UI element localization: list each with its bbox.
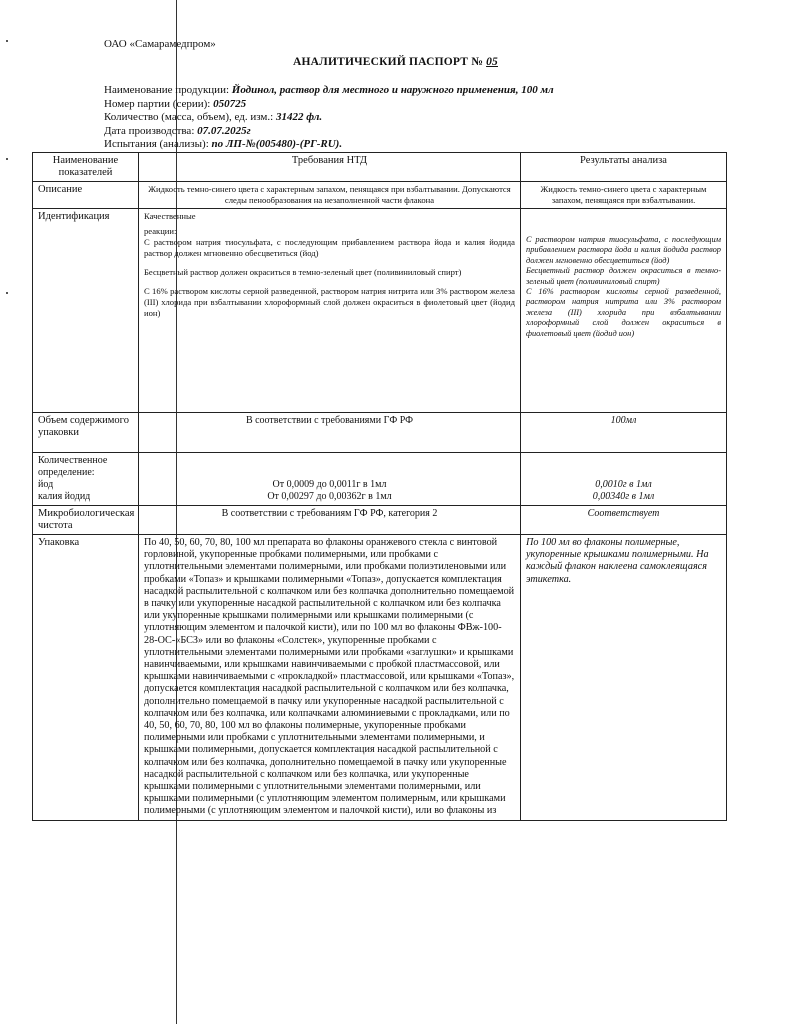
meta-batch [104, 98, 554, 112]
row-requirement: Жидкость темно-синего цвета с характерным запахом, пенящаяся при взбалтывании. Допускаются следы пенообразования на незаполненной части флакона [139, 182, 521, 209]
meta-product [104, 84, 554, 98]
quant-ki-res: 0,00340г в 1мл [592, 491, 655, 502]
row-result [521, 453, 727, 506]
table-row-volume [33, 413, 727, 453]
title-prefix: АНАЛИТИЧЕСКИЙ ПАСПОРТ № [293, 56, 483, 68]
quant-iodine-req: От 0,0009 до 0,0011г в 1мл [272, 479, 387, 490]
table-row-description [33, 182, 727, 209]
row-result: 100мл [521, 413, 727, 453]
req-paragraph-1: С раствором натрия тиосульфата, с последующим прибавлением раствора йода и калия йодида раствор должен мгновенно обесцветиться (йод) [144, 237, 515, 258]
analysis-table [32, 152, 727, 821]
scan-speck [6, 292, 8, 294]
quant-ki-req: От 0,00297 до 0,00362г в 1мл [267, 491, 392, 502]
row-requirement [139, 209, 521, 413]
row-result: Жидкость темно-синего цвета с характерным запахом, пенящаяся при взбалтывании. [521, 182, 727, 209]
row-result: По 100 мл во флаконы полимерные, укупоренные крышками полимерными. На каждый флакон наклеена самоклеящаяся этикетка. [521, 535, 727, 821]
meta-product-value: Йодинол, раствор для местного и наружного применения, 100 мл [231, 84, 554, 96]
table-row-microbiology [33, 506, 727, 535]
table-row-identification [33, 209, 727, 413]
res-paragraph-1: С раствором натрия тиосульфата, с последующим прибавлением раствора йода и калия йодида раствор должен мгновенно обесцветиться (йод) [526, 235, 721, 265]
res-paragraph-2: Бесцветный раствор должен окраситься в темно-зеленый цвет (поливиниловый спирт) [526, 266, 721, 286]
header-requirements: Требования НТД [139, 153, 521, 182]
scan-speck [6, 40, 8, 42]
table-header-row [33, 153, 727, 182]
header-results: Результаты анализа [521, 153, 727, 182]
row-name: Идентификация [33, 209, 139, 413]
meta-batch-value: 050725 [213, 97, 247, 110]
req-paragraph-2: Бесцветный раствор должен окраситься в темно-зеленый цвет (поливиниловый спирт) [144, 267, 462, 277]
organization-name: ОАО «Самарамедпром» [104, 38, 216, 50]
row-requirement [139, 453, 521, 506]
row-result: Соответствует [521, 506, 727, 535]
document-title [0, 56, 791, 68]
table-row-packing [33, 535, 727, 821]
quant-iodine-res: 0,0010г в 1мл [595, 479, 652, 490]
req-paragraph-3: С 16% раствором кислоты серной разведенной, раствором натрия нитрита или 3% раствором железа (III) хлорида при взбалтывании хлороформный слой должен окраситься в фиолетовый цвет (йодид ион) [144, 286, 515, 318]
row-name: Микробиологическая чистота [33, 506, 139, 535]
row-name [33, 453, 139, 506]
table-row-quantitative [33, 453, 727, 506]
req-intro: Качественные [144, 211, 196, 221]
meta-date [104, 125, 554, 139]
meta-tests-label: Испытания (анализы): [104, 138, 209, 151]
quant-iodine-label: йод [38, 479, 54, 490]
meta-quantity-value: 31422 фл. [275, 111, 323, 124]
product-meta [104, 84, 554, 152]
row-result [521, 209, 727, 413]
meta-quantity [104, 111, 554, 125]
row-name: Описание [33, 182, 139, 209]
quant-ki-label: калия йодид [38, 491, 91, 502]
scan-speck [6, 158, 8, 160]
row-name: Упаковка [33, 535, 139, 821]
meta-quantity-label: Количество (масса, объем), ед. изм.: [104, 111, 274, 124]
meta-tests-value: по ЛП-№(005480)-(РГ-RU). [211, 138, 343, 151]
passport-number: 05 [486, 56, 498, 68]
quant-title: Количественное определение: [38, 455, 108, 478]
header-indicator-name: Наименование показателей [33, 153, 139, 182]
row-requirement: В соответствии с требованиям ГФ РФ, категория 2 [139, 506, 521, 535]
meta-date-value: 07.07.2025г [197, 124, 251, 137]
row-name: Объем содержимого упаковки [33, 413, 139, 453]
row-requirement: В соответствии с требованиями ГФ РФ [139, 413, 521, 453]
meta-batch-label: Номер партии (серии): [104, 97, 211, 110]
req-reactions: реакции: [144, 226, 177, 236]
meta-date-label: Дата производства: [104, 124, 195, 137]
row-requirement: По 40, 50, 60, 70, 80, 100 мл препарата во флаконы оранжевого стекла с винтовой горловиной, укупоренные пробками полимерными, или пробками с уплотнительными элементами полимерными, или пробками полиэтиленовыми или пробками «Топаз» и крышками полимерными «Топаз», допускается комплектация насадкой распылительной с колпачком или без колпачка дополнительно помещаемой в пачку или укупоренные насадкой распылительной с колпачком или без колпачка или укупоренные крышками полимерными или крышками полимерными (с уплотняющим элементом и палочкой кисти), или по 100 мл во флаконы ФВж-100-28-ОС-«БСЗ» или во флаконы «Солстек», укупоренные пробками с уплотнительными элементами полимерными или пробками «заглушки» и крышками навинчиваемыми, или крышками навинчиваемыми с пробкой пластмассовой, или крышками навинчиваемыми с «прокладкой» пластмассовой, или крышками «Топаз», допускается комплектация насадкой распылительной с колпачком или без колпачка, дополнительно помещаемой в пачку или укупоренные насадкой распылительной с колпачком или без колпачка, или колпачками алюминиевыми с прокладками, или по 40, 50, 60, 70, 80, 100 мл во флаконы полимерные, укупоренные пробками полимерными или пробками с уплотнительными элементами полимерными, и крышками полимерными, допускается комплектация насадкой распылительной с колпачком или без колпачка, дополнительно помещаемой в пачку или укупоренные насадкой распылительной с колпачком или без колпачка, или укупоренные крышками полимерными с уплотнительными элементами полимерными, или крышками полимерными (с уплотняющим элементом полимерным, или крышками полимерными (с уплотняющим элементом и палочкой кисти), или во флаконы из [139, 535, 521, 821]
meta-tests [104, 138, 554, 152]
meta-product-label: Наименование продукции: [104, 84, 230, 96]
res-paragraph-3: С 16% раствором кислоты серной разведенной, раствором натрия нитрита или 3% раствором железа (III) хлорида при взбалтывании хлороформный слой должен окраситься в фиолетовый цвет (йодид ион) [526, 287, 721, 338]
